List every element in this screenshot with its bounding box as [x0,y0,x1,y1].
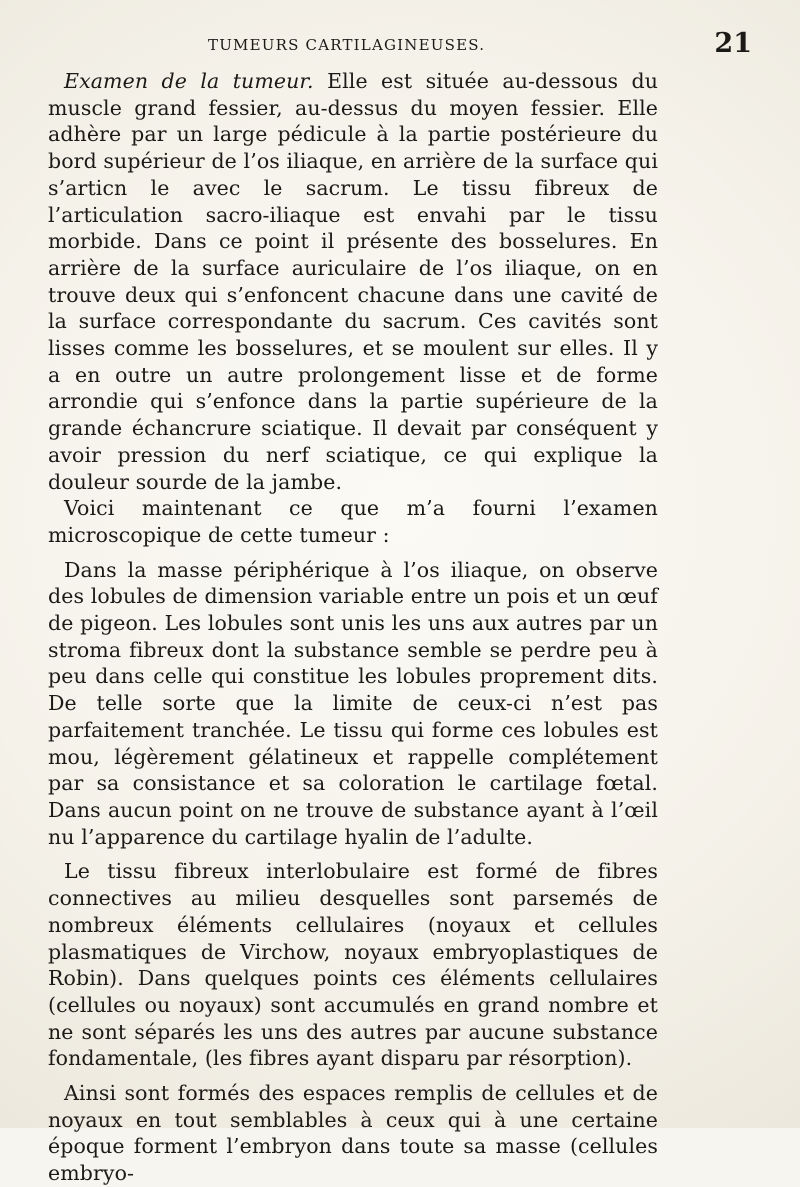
page-number: 21 [714,28,752,59]
section-heading: Examen de la tumeur. [64,69,314,93]
paragraph-text: Elle est située au-dessous du muscle grand fessier, au-dessus du moyen fessier. Elle adhère par un large pédicule à la partie postérieure du bord supérieur de l’os iliaque, en arrière de la surface qui s’articn le avec le sacrum. Le tissu fibreux de l’articulation sacro-iliaque est envahi par le tissu morbide. Dans ce point il présente des bosselures. En arrière de la surface auriculaire de l’os iliaque, on en trouve deux qui s’enfoncent chacune dans une cavité de la surface correspondante du sacrum. Ces cavités sont lisses comme les bosselures, et se moulent sur elles. Il y a en outre un autre prolongement lisse et de forme arrondie qui s’enfonce dans la partie supérieure de la grande échancrure sciatique. Il devait par conséquent y avoir pression du nerf sciatique, ce qui explique la douleur sourde de la jambe. [48,69,659,494]
paragraph-peripheral-mass: Dans la masse périphérique à l’os iliaque, on observe des lobules de dimension variable entre un pois et un œuf de pigeon. Les lobules sont unis les uns aux autres par un stroma fibreux dont la substance semble se perdre peu à peu dans celle qui constitue les lobules proprement dits. De telle sorte que la limite de ceux-ci n’est pas parfaitement tranchée. Le tissu qui forme ces lobules est mou, légèrement gélatineux et rappelle complétement par sa consistance et sa coloration le cartilage fœtal. Dans aucun point on ne trouve de substance ayant à l’œil nu l’apparence du cartilage hyalin de l’adulte. [48,557,658,849]
paragraph-tumor-exam [48,68,658,495]
running-title: TUMEURS CARTILAGINEUSES. [208,36,486,54]
main-text [48,68,658,1187]
paragraph-spaces: Ainsi sont formés des espaces remplis de cellules et de noyaux en tout semblables à ceux qui à une certaine époque forment l’embryon dans toute sa masse (cellules embryo- [48,1081,658,1186]
paragraph-fibrous-tissue: Le tissu fibreux interlobulaire est formé de fibres connectives au milieu desquelles sont parsemés de nombreux éléments cellulaires (noyaux et cellules plasmatiques de Virchow, noyaux embryoplastiques de Robin). Dans quelques points ces éléments cellulaires (cellules ou noyaux) sont accumulés en grand nombre et ne sont séparés les uns des autres par aucune substance fondamentale, (les fibres ayant disparu par résorption). [48,859,658,1071]
paragraph-microscopic-intro: Voici maintenant ce que m’a fourni l’examen microscopique de cette tumeur : [48,496,658,547]
page-header [48,28,752,62]
